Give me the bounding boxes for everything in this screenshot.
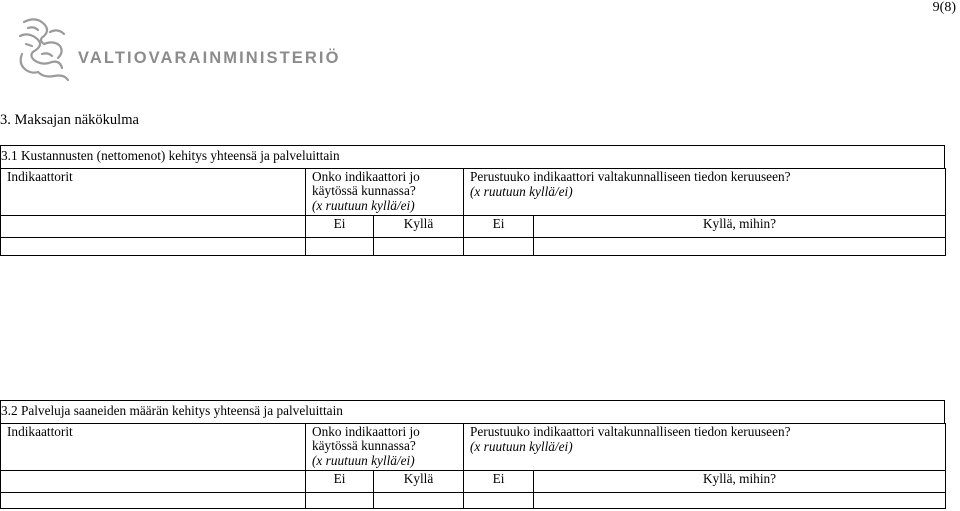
section-heading: 3. Maksajan näkökulma xyxy=(0,112,139,128)
indicator-table xyxy=(0,168,946,256)
header-in-use-question: Onko indikaattori jo käytössä kunnassa? xyxy=(312,424,420,453)
checkbox-in-use-yes[interactable] xyxy=(374,238,464,256)
option-yes xyxy=(374,216,464,238)
input-national-which[interactable] xyxy=(534,493,946,509)
header-national-hint: (x ruutuun kyllä/ei) xyxy=(470,439,573,454)
input-indicator[interactable] xyxy=(1,493,306,509)
header-national-question: Perustuuko indikaattori valtakunnalliseen tiedon keruuseen? xyxy=(470,169,791,184)
option-no xyxy=(306,216,374,238)
page-number: 9(8) xyxy=(932,0,956,15)
option-no-label: Ei xyxy=(333,216,346,231)
header-indicators-label: Indikaattorit xyxy=(7,424,73,439)
option-no-national xyxy=(464,471,534,493)
option-yes xyxy=(374,471,464,493)
input-indicator[interactable] xyxy=(1,238,306,256)
subsection-title: 3.1 Kustannusten (nettomenot) kehitys yhteensä ja palveluittain xyxy=(1,148,340,163)
option-yes-label: Kyllä xyxy=(403,471,434,486)
logo-text: VALTIOVARAINMINISTERIÖ xyxy=(78,49,341,67)
subsection-title: 3.2 Palveluja saaneiden määrän kehitys yhteensä ja palveluittain xyxy=(1,403,343,418)
subsection-service-recipients xyxy=(0,400,945,511)
options-empty-cell xyxy=(1,216,306,238)
checkbox-in-use-no[interactable] xyxy=(306,238,374,256)
header-in-use-question: Onko indikaattori jo käytössä kunnassa? xyxy=(312,169,420,198)
header-in-use xyxy=(306,424,464,471)
option-no-national-label: Ei xyxy=(492,471,505,486)
header-national xyxy=(464,424,946,471)
option-yes-which-label: Kyllä, mihin? xyxy=(702,216,777,231)
option-no xyxy=(306,471,374,493)
header-indicators xyxy=(1,169,306,216)
lion-emblem-icon xyxy=(14,14,74,84)
header-indicators-label: Indikaattorit xyxy=(7,169,73,184)
checkbox-national-no[interactable] xyxy=(464,238,534,256)
option-no-label: Ei xyxy=(333,471,346,486)
input-national-which[interactable] xyxy=(534,238,946,256)
option-no-national xyxy=(464,216,534,238)
header-national-question: Perustuuko indikaattori valtakunnalliseen tiedon keruuseen? xyxy=(470,424,791,439)
subsection-costs xyxy=(0,145,945,257)
option-yes-label: Kyllä xyxy=(403,216,434,231)
options-empty-cell xyxy=(1,471,306,493)
option-yes-which-label: Kyllä, mihin? xyxy=(702,471,777,486)
header-in-use-hint: (x ruutuun kyllä/ei) xyxy=(312,198,415,213)
option-yes-which xyxy=(534,216,946,238)
checkbox-in-use-no[interactable] xyxy=(306,493,374,509)
header-national xyxy=(464,169,946,216)
option-no-national-label: Ei xyxy=(492,216,505,231)
indicator-table xyxy=(0,423,946,509)
checkbox-in-use-yes[interactable] xyxy=(374,493,464,509)
header-indicators xyxy=(1,424,306,471)
option-yes-which xyxy=(534,471,946,493)
header-in-use xyxy=(306,169,464,216)
header-in-use-hint: (x ruutuun kyllä/ei) xyxy=(312,453,415,468)
header-national-hint: (x ruutuun kyllä/ei) xyxy=(470,184,573,199)
checkbox-national-no[interactable] xyxy=(464,493,534,509)
ministry-logo xyxy=(14,14,341,84)
